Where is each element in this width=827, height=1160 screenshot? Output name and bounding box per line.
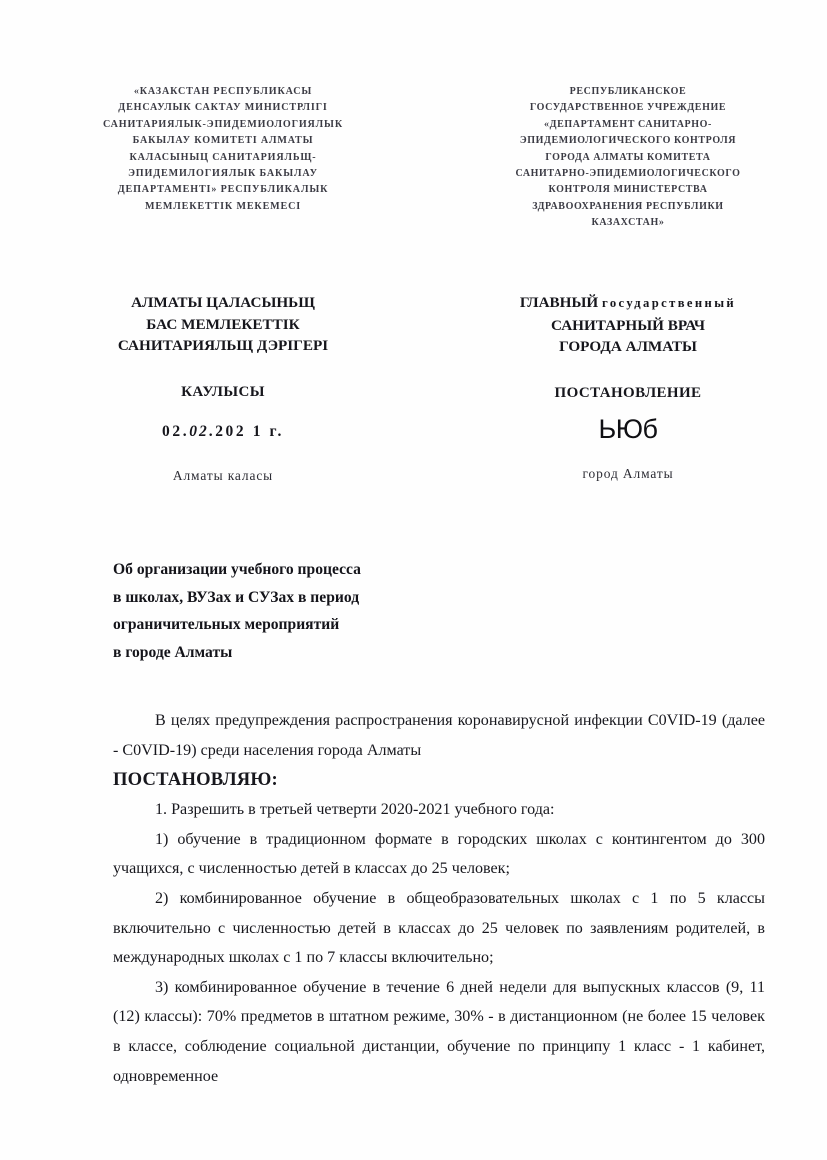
authority-spaced-word: государственный <box>602 296 737 310</box>
russian-organisation-heading <box>463 84 793 232</box>
decree-keyword: ПОСТАНОВЛЯЮ: <box>113 769 278 791</box>
org-right-line: САНИТАРНО-ЭПИДЕМИОЛОГИЧЕСКОГО <box>515 168 741 180</box>
authority-line: САНИТАРИЯЛЬЩ ДЭРIГЕРI <box>117 337 329 354</box>
authority-line: БАС МЕМЛЕКЕТТIК <box>146 315 300 333</box>
org-right-line: КАЗАХСТАН» <box>591 217 665 229</box>
kazakh-title-block <box>58 292 388 484</box>
body-item-1-2: 2) комбинированное обучение в общеобразовательных школах с 1 по 5 классы включительно с численностью детей в классах до 25 человек по заявлениям родителей, в международных школах с 1 по 7 классы включительно; <box>113 889 765 967</box>
org-left-line: ДЕПАРТАМЕНТI» РЕСПУБЛИКАЛЫК <box>117 184 329 196</box>
org-left-line: МЕМЛЕКЕТТIК МЕКЕМЕСI <box>144 200 302 212</box>
org-left-line: КАЛАСЫНЫЦ САНИТАРИЯЛЬЩ- <box>129 151 317 163</box>
kazakh-organisation-heading <box>58 84 388 215</box>
document-date <box>58 423 388 441</box>
russian-title-block <box>463 292 793 484</box>
date-suffix: .202 1 г. <box>208 422 284 440</box>
body-item-1-1: 1) обучение в традиционном формате в городских школах с контингентом до 300 учащихся, с численностью детей в классах до 25 человек; <box>113 830 765 878</box>
org-left-line: ДЕНСАУЛЫК САКТАУ МИНИСТРЛIГI <box>118 102 328 114</box>
authority-line <box>463 292 793 315</box>
subject-line: в школах, ВУЗах и СУЗах в период <box>113 588 360 606</box>
subject-heading <box>113 556 543 666</box>
kazakh-authority-title <box>58 292 388 357</box>
document-body <box>113 706 765 1091</box>
russian-document-kind: ПОСТАНОВЛЕНИЕ <box>554 384 702 401</box>
russian-authority-title <box>463 292 793 358</box>
org-right-line: РЕСПУБЛИКАНСКОЕ <box>569 86 687 97</box>
org-right-line: ЭПИДЕМИОЛОГИЧЕСКОГО КОНТРОЛЯ <box>519 135 737 147</box>
document-number: ЬЮб <box>598 413 658 444</box>
kazakh-document-kind: КАУЛЫСЫ <box>181 383 265 400</box>
authority-line: ГОРОДА АЛМАТЫ <box>559 338 697 355</box>
org-left-line: БАКЫЛАУ КОМИТЕТI АЛМАТЫ <box>132 135 314 147</box>
org-right-line: КОНТРОЛЯ МИНИСТЕРСТВА <box>548 184 708 196</box>
subject-line: Об организации учебного процесса <box>113 561 361 578</box>
kazakh-place: Алматы каласы <box>172 467 274 483</box>
subject-line: ограничительных мероприятий <box>113 616 340 634</box>
org-left-line: САНИТАРИЯЛЫК-ЭПИДЕМИОЛОГИЯЛЫК <box>102 118 343 130</box>
subject-line: в городе Алматы <box>113 643 233 661</box>
authority-caps: ГЛАВНЫЙ <box>519 294 599 311</box>
authority-line: АЛМАТЫ ЦАЛАСЫНЬЩ <box>131 294 315 311</box>
authority-line: САНИТАРНЫЙ ВРАЧ <box>550 316 706 334</box>
org-right-line: ГОРОДА АЛМАТЫ КОМИТЕТА <box>545 151 711 163</box>
date-prefix: 02. <box>162 422 190 440</box>
masthead <box>0 84 827 232</box>
date-month-italic: 02 <box>189 422 209 440</box>
org-right-line: ГОСУДАРСТВЕННОЕ УЧРЕЖДЕНИЕ <box>529 102 727 114</box>
org-right-line: «ДЕПАРТАМЕНТ САНИТАРНО- <box>544 118 712 130</box>
org-right-line: ЗДРАВООХРАНЕНИЯ РЕСПУБЛИКИ <box>532 200 724 212</box>
org-left-line: «КАЗАКСТАН РЕСПУБЛИКАСЫ <box>133 86 313 97</box>
body-item-1: 1. Разрешить в третьей четверти 2020-2021 учебного года: <box>155 801 555 819</box>
body-item-1-3: 3) комбинированное обучение в течение 6 дней недели для выпускных классов (9, 11 (12) классы): 70% предметов в штатном режиме, 30% - в дистанционном (не более 15 человек в классе, соблюдение социальной дистанции, обучение по принципу 1 класс - 1 кабинет, одновременное <box>113 978 765 1085</box>
russian-place: город Алматы <box>582 465 674 481</box>
org-left-line: ЭПИДЕМИЛОГИЯЛЫК БАКЫЛАУ <box>128 168 318 180</box>
preamble-paragraph: В целях предупреждения распространения коронавирусной инфекции C0VID-19 (далее - C0VID-19) среди населения города Алматы <box>113 712 765 759</box>
title-blocks <box>0 292 827 484</box>
